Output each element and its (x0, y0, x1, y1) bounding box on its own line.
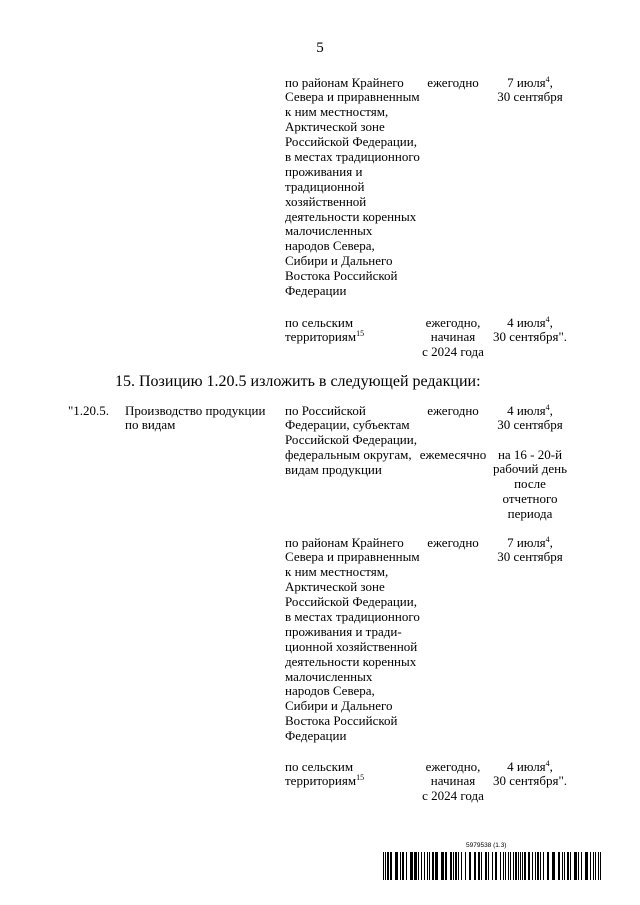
barcode-bar (474, 852, 476, 880)
text-line: Востока Российской (285, 268, 398, 284)
text-line: Арктической зоне (285, 119, 385, 135)
barcode-bar (600, 852, 601, 880)
text-line: по Российской (285, 402, 366, 418)
deadline-cell (480, 76, 580, 106)
barcode-bar (532, 852, 533, 880)
barcode-bar (414, 852, 417, 880)
text-line: с 2024 года (422, 788, 484, 804)
text-line: народов Севера, (285, 238, 375, 254)
text-line: по видам (125, 417, 176, 433)
barcode-bar (598, 852, 599, 880)
text-line: отчетного (502, 491, 558, 507)
barcode-bar (522, 852, 523, 880)
line-punctuation: , (549, 314, 553, 330)
line-punctuation: , (549, 402, 553, 418)
text-line (480, 76, 580, 91)
barcode-bar (492, 852, 493, 880)
barcode-bar (465, 852, 466, 880)
barcode-bar (424, 852, 425, 880)
text-line: в местах традиционного (285, 608, 420, 624)
barcode-bar (418, 852, 419, 880)
text-line (480, 404, 580, 419)
text-line: Востока Российской (285, 713, 398, 729)
barcode-bar (390, 852, 392, 880)
text-line: начиная (430, 329, 476, 345)
barcode-bar (485, 852, 487, 880)
barcode-bar (590, 852, 591, 880)
barcode-bar (435, 852, 438, 880)
text-line: к ним местностям, (285, 564, 389, 580)
text-line (480, 316, 580, 331)
barcode-bar (558, 852, 560, 880)
footnote-ref: 4 (545, 74, 550, 84)
barcode-bar (503, 852, 504, 880)
text-line: 30 сентября". (492, 329, 568, 345)
barcode-bar (406, 852, 407, 880)
barcode-bar (453, 852, 454, 880)
text-line: ционной хозяйственной (285, 638, 418, 654)
text-line: деятельности коренных (285, 653, 417, 669)
text-line: деятельности коренных (285, 208, 417, 224)
barcode-bar (564, 852, 565, 880)
text-line: 30 сентября (497, 89, 563, 105)
text-line: ежегодно (427, 402, 479, 418)
barcode-bar (402, 852, 404, 880)
barcode-bar (574, 852, 577, 880)
text-line: рабочий день (492, 461, 568, 477)
document-code: 5979538 (1.3) (466, 842, 507, 849)
barcode-bar (547, 852, 549, 880)
deadline-cell (480, 448, 580, 522)
barcode-bar (510, 852, 511, 880)
text-line: на 16 - 20-й (497, 446, 563, 462)
text-line: по сельским (285, 758, 354, 774)
text-line: по сельским (285, 314, 354, 330)
footnote-ref: 4 (545, 314, 550, 324)
position-code: "1.20.5. (68, 402, 110, 418)
text-line (480, 536, 580, 551)
text-line: проживания и тради- (285, 623, 402, 639)
barcode-bar (429, 852, 430, 880)
barcode-bar (524, 852, 526, 880)
footnote-ref: 4 (545, 758, 550, 768)
barcode-bar (500, 852, 501, 880)
barcode-bar (537, 852, 539, 880)
line-text: 4 июля (507, 758, 546, 774)
text-line: 30 сентября". (492, 773, 568, 789)
barcode-bar (528, 852, 530, 880)
barcode-bar (508, 852, 509, 880)
barcode-bar (450, 852, 452, 880)
footnote-ref: 4 (545, 534, 550, 544)
barcode-bar (385, 852, 386, 880)
barcode-bar (567, 852, 569, 880)
deadline-cell (480, 760, 580, 790)
page-number: 5 (316, 40, 324, 56)
text-line: видам продукции (285, 462, 382, 478)
text-line: ежемесячно (419, 446, 487, 462)
deadline-cell (480, 316, 580, 346)
text-line: 30 сентября (497, 549, 563, 565)
text-line: Сибири и Дальнего (285, 698, 393, 714)
barcode-bar (387, 852, 389, 880)
text-line: традиционной (285, 178, 365, 194)
barcode-bar (400, 852, 401, 880)
text-line: Российской Федерации, (285, 432, 417, 448)
text-line: Сибири и Дальнего (285, 253, 393, 269)
barcode-bar (552, 852, 555, 880)
text-line: к ним местностям, (285, 104, 389, 120)
text-line: Российской Федерации, (285, 134, 417, 150)
text-line: ежегодно, (425, 314, 481, 330)
barcode-bar (520, 852, 521, 880)
line-text: территориям (285, 773, 357, 789)
text-line: Федерации (285, 282, 347, 298)
barcode-bar (432, 852, 434, 880)
barcode-bar (469, 852, 471, 880)
line-text: 7 июля (507, 74, 546, 90)
text-line: Севера и приравненным (285, 89, 420, 105)
barcode-bar (481, 852, 482, 880)
text-line: начиная (430, 773, 476, 789)
barcode-bar (515, 852, 517, 880)
text-line: малочисленных (285, 668, 373, 684)
breakdown-cell (285, 760, 364, 790)
barcode-bar (518, 852, 519, 880)
barcode-bar (441, 852, 444, 880)
text-line: Севера и приравненным (285, 549, 420, 565)
barcode-bar (478, 852, 480, 880)
barcode-bar (595, 852, 596, 880)
barcode-bar (445, 852, 447, 880)
amendment-instruction: 15. Позицию 1.20.5 изложить в следующей редакции: (115, 373, 481, 390)
line-punctuation: , (549, 534, 553, 550)
barcode-bar (461, 852, 462, 880)
text-line: в местах традиционного (285, 148, 420, 164)
breakdown-cell (285, 76, 420, 299)
deadline-cell (480, 536, 580, 566)
barcode-bar (458, 852, 459, 880)
text-line: хозяйственной (285, 193, 367, 209)
barcode-bar (570, 852, 571, 880)
barcode-bar (410, 852, 413, 880)
barcode-bar (543, 852, 544, 880)
line-text: 4 июля (507, 314, 546, 330)
breakdown-cell (285, 404, 417, 478)
barcode-bar (585, 852, 588, 880)
barcode-bar (535, 852, 536, 880)
text-line: ежегодно (427, 534, 479, 550)
text-line: малочисленных (285, 223, 373, 239)
text-line: по районам Крайнего (285, 74, 404, 90)
barcode-bar (427, 852, 428, 880)
line-punctuation: , (549, 758, 553, 774)
text-line: Федерации, субъектам (285, 417, 410, 433)
line-text: 7 июля (507, 534, 546, 550)
barcode-bar (593, 852, 594, 880)
barcode-bar (562, 852, 563, 880)
barcode-bar (488, 852, 489, 880)
barcode-bar (421, 852, 422, 880)
footnote-ref: 4 (545, 402, 550, 412)
text-line: ежегодно (427, 74, 479, 90)
text-line: Производство продукции (125, 402, 266, 418)
text-line: после (514, 476, 546, 492)
line-text: 4 июля (507, 402, 546, 418)
barcode-bar (455, 852, 457, 880)
text-line (285, 774, 364, 789)
breakdown-cell (285, 316, 364, 346)
text-line: народов Севера, (285, 683, 375, 699)
footnote-ref: 15 (356, 773, 365, 783)
text-line: федеральным округам, (285, 447, 412, 463)
text-line (480, 760, 580, 775)
text-line: ежегодно, (425, 758, 481, 774)
barcode-bar (383, 852, 384, 880)
text-line: Арктической зоне (285, 579, 385, 595)
text-line: 30 сентября (497, 417, 563, 433)
deadline-cell (480, 404, 580, 434)
barcode-bar (395, 852, 398, 880)
barcode-bar (495, 852, 497, 880)
barcode-bar (513, 852, 514, 880)
breakdown-cell (285, 536, 420, 744)
line-punctuation: , (549, 74, 553, 90)
footnote-ref: 15 (356, 329, 365, 339)
text-line: периода (507, 506, 553, 522)
barcode-bar (578, 852, 579, 880)
position-name (125, 404, 265, 434)
barcode-bar (505, 852, 506, 880)
text-line: с 2024 года (422, 344, 484, 360)
barcode (383, 852, 601, 880)
text-line: по районам Крайнего (285, 534, 404, 550)
barcode-bar (540, 852, 541, 880)
line-text: территориям (285, 329, 357, 345)
text-line (285, 330, 364, 345)
text-line: проживания и (285, 163, 363, 179)
barcode-bar (581, 852, 582, 880)
text-line: Федерации (285, 728, 347, 744)
text-line: Российской Федерации, (285, 594, 417, 610)
